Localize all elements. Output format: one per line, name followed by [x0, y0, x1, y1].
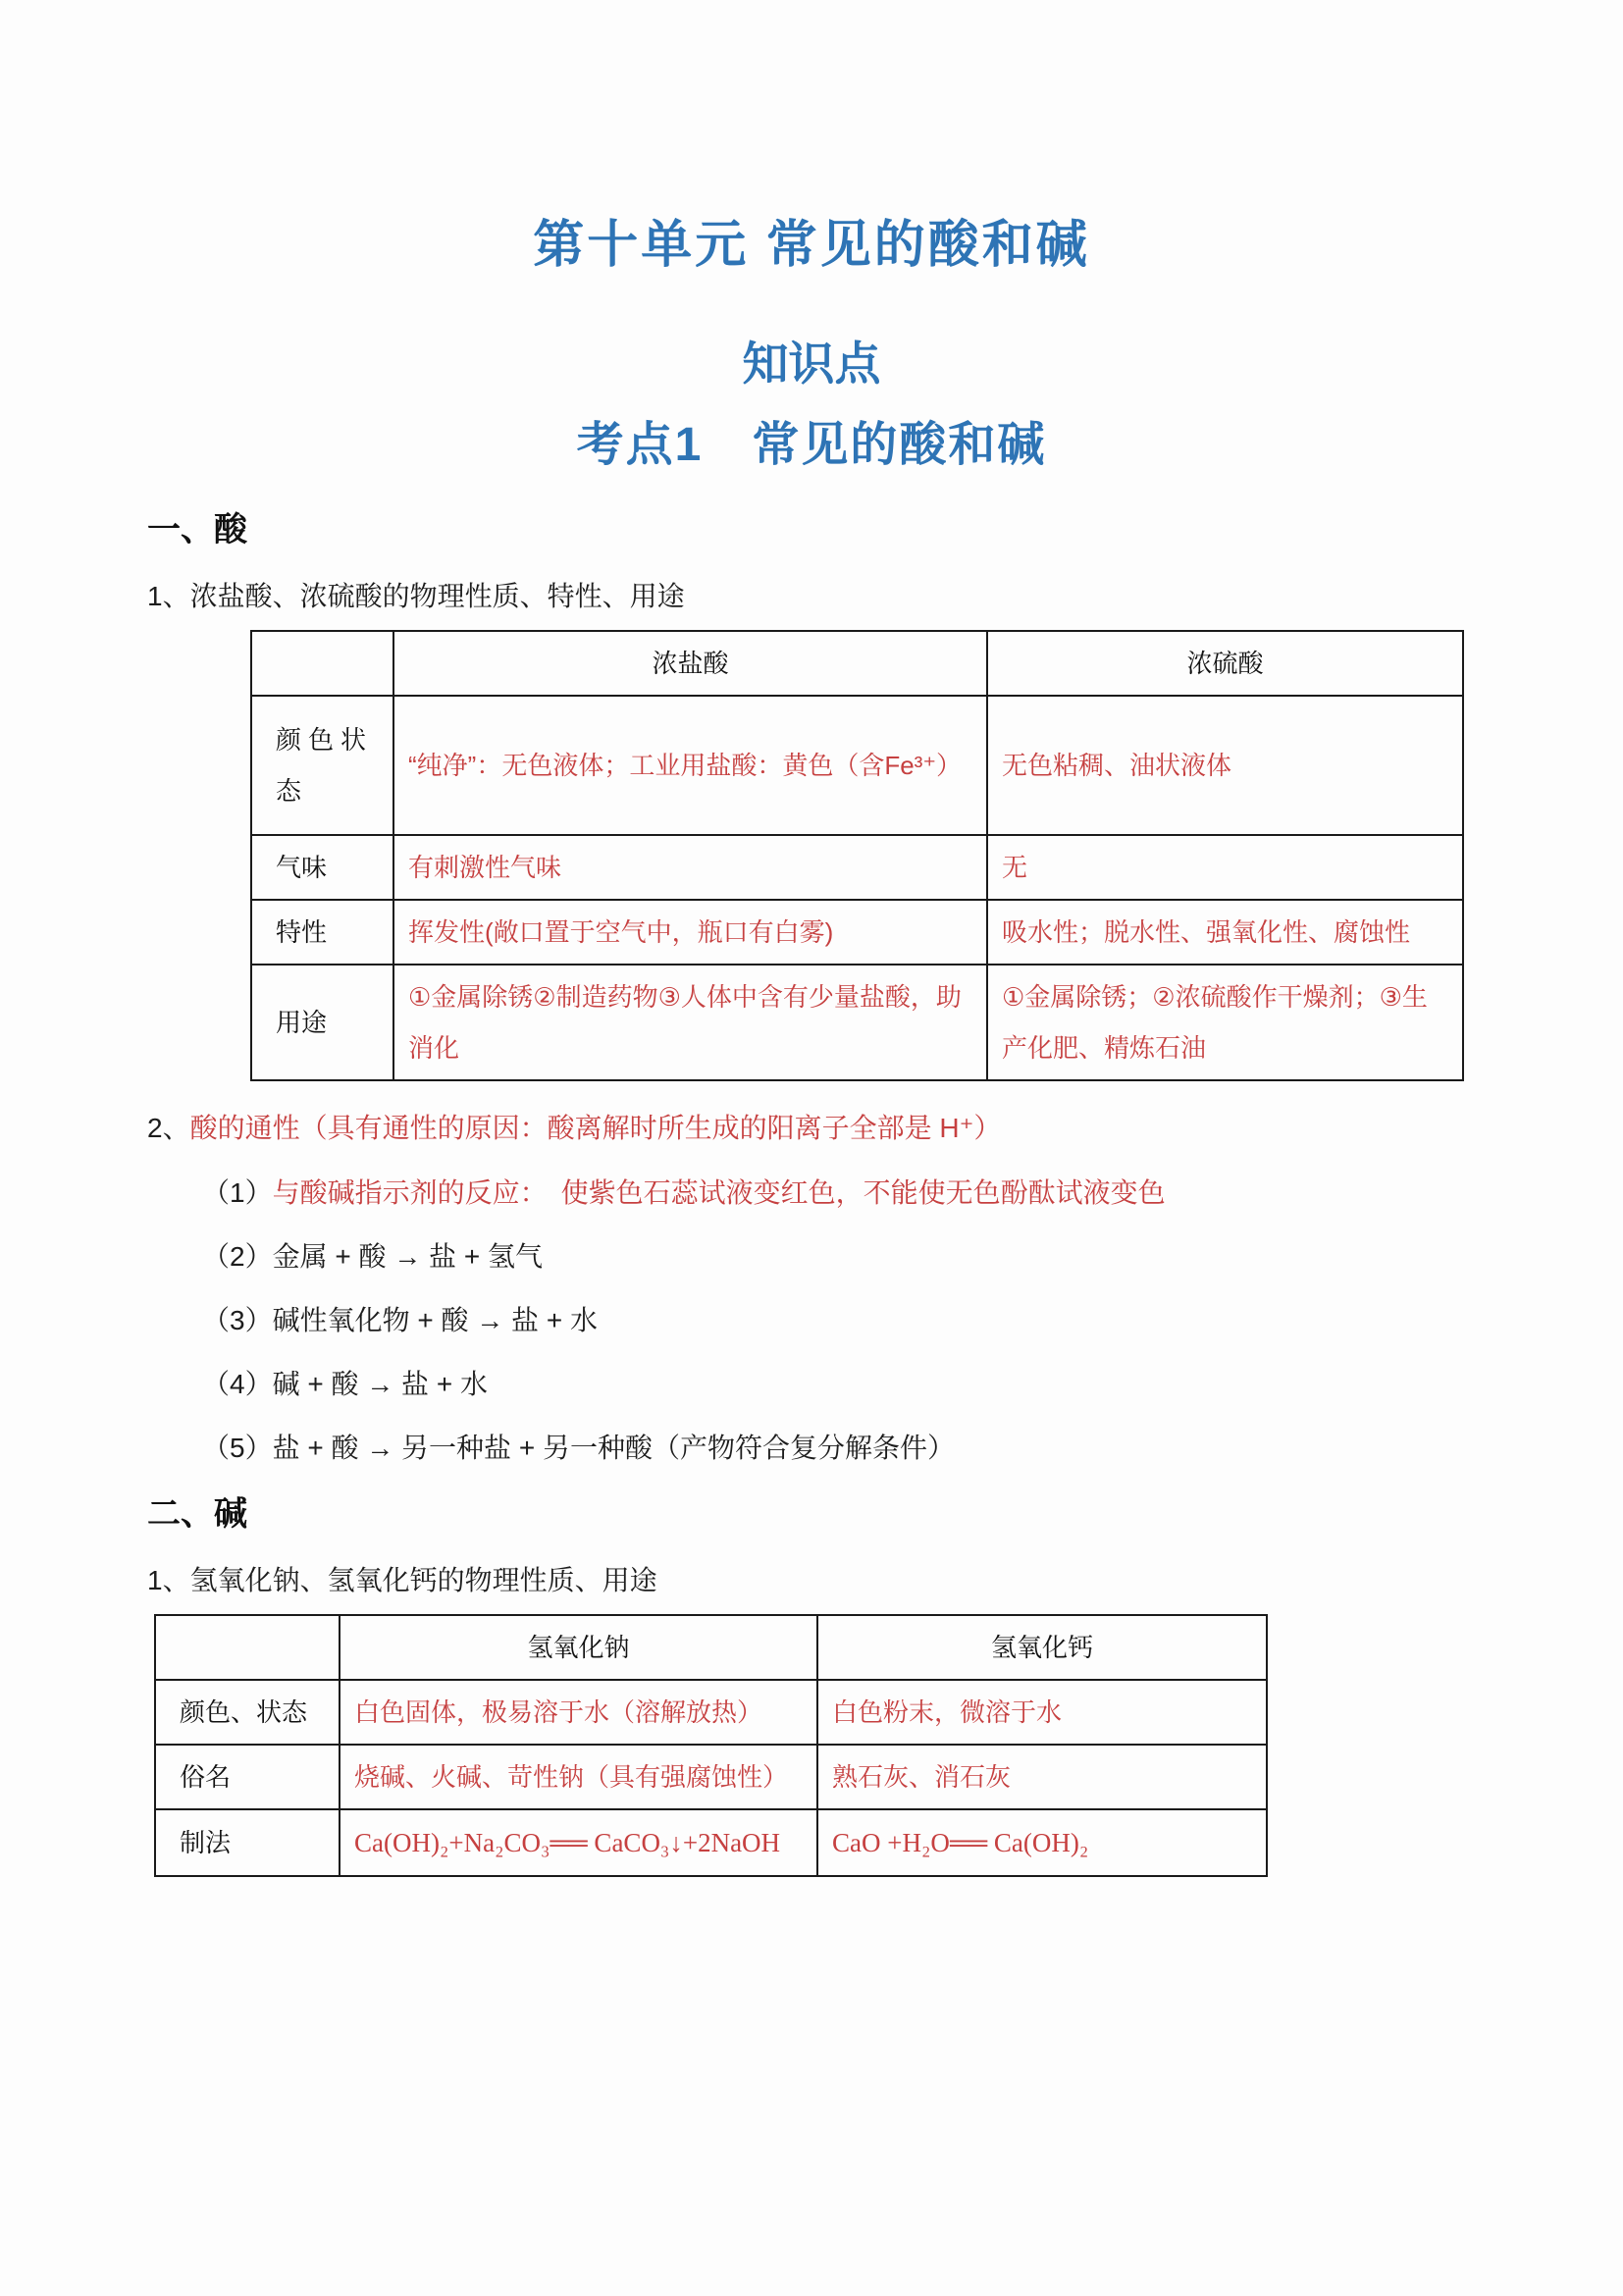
naoh-common-name-cell: 烧碱、火碱、苛性钠（具有强腐蚀性）: [340, 1745, 817, 1809]
row-label: 俗名: [155, 1745, 340, 1809]
column-header-hcl: 浓盐酸: [393, 631, 987, 696]
property-black-text: 金属 + 酸 → 盐 + 氢气: [272, 1241, 543, 1272]
property-number: （4）: [202, 1369, 273, 1399]
table-row-odor: [251, 835, 1463, 900]
table-header-row: [251, 631, 1463, 696]
acid-property-5: [202, 1429, 1476, 1468]
caoh2-common-name-cell: 熟石灰、消石灰: [817, 1745, 1267, 1809]
h2so4-property-cell: 吸水性；脱水性、强氧化性、腐蚀性: [987, 900, 1463, 965]
naoh-color-state-cell: 白色固体，极易溶于水（溶解放热）: [340, 1680, 817, 1745]
table-row-common-name: [155, 1745, 1267, 1809]
base-list-item-1: 1、氢氧化钠、氢氧化钙的物理性质、用途: [147, 1565, 657, 1595]
property-number: （1）: [202, 1177, 273, 1208]
acid-properties-table: [250, 630, 1464, 1081]
row-label: 制法: [155, 1809, 340, 1876]
row-label: 用途: [251, 965, 393, 1080]
table-row-color-state: [251, 696, 1463, 835]
h2so4-odor-cell: 无: [987, 835, 1463, 900]
base-properties-table: [154, 1614, 1268, 1877]
property-number: （5）: [202, 1433, 273, 1463]
acid-common-properties-text: 酸的通性（具有通性的原因：酸离解时所生成的阳离子全部是 H⁺）: [189, 1113, 1002, 1143]
table-row-uses: [251, 965, 1463, 1080]
acid-property-1: [202, 1174, 1476, 1213]
column-header-caoh2: 氢氧化钙: [817, 1615, 1267, 1680]
row-label: 气味: [251, 835, 393, 900]
property-number: （3）: [202, 1305, 273, 1335]
section-heading-acid: 一、酸: [147, 511, 247, 548]
acid-property-2: [202, 1237, 1476, 1277]
acid-property-3: [202, 1301, 1476, 1340]
caoh2-color-state-cell: 白色粉末，微溶于水: [817, 1680, 1267, 1745]
table-row-special-property: [251, 900, 1463, 965]
hcl-odor-cell: 有刺激性气味: [393, 835, 987, 900]
row-label: 颜色状态: [251, 696, 393, 835]
empty-header-cell: [251, 631, 393, 696]
row-label: 颜色、状态: [155, 1680, 340, 1745]
table-header-row: [155, 1615, 1267, 1680]
empty-header-cell: [155, 1615, 340, 1680]
acid-list-item-2: [147, 1109, 1476, 1148]
hcl-uses-cell: ①金属除锈②制造药物③人体中含有少量盐酸，助消化: [393, 965, 987, 1080]
property-black-text: 碱 + 酸 → 盐 + 水: [272, 1369, 488, 1399]
naoh-preparation-equation: Ca(OH)₂+Na₂CO₃══ CaCO₃↓+2NaOH: [340, 1809, 817, 1876]
subtitle-exam-point-1: 考点1 常见的酸和碱: [576, 419, 1047, 471]
caoh2-preparation-equation: CaO +H₂O══ Ca(OH)₂: [817, 1809, 1267, 1876]
subtitle-knowledge-points: 知识点: [742, 338, 881, 390]
acid-property-4: [202, 1365, 1476, 1404]
item-number: 2、: [147, 1113, 190, 1143]
table-row-color-state: [155, 1680, 1267, 1745]
property-number: （2）: [202, 1241, 273, 1272]
section-heading-base: 二、碱: [147, 1495, 247, 1533]
property-black-text: 盐 + 酸 → 另一种盐 + 另一种酸（产物符合复分解条件）: [272, 1433, 955, 1463]
h2so4-uses-cell: ①金属除锈；②浓硫酸作干燥剂；③生产化肥、精炼石油: [987, 965, 1463, 1080]
h2so4-color-state-cell: 无色粘稠、油状液体: [987, 696, 1463, 835]
hcl-property-cell: 挥发性(敞口置于空气中，瓶口有白雾): [393, 900, 987, 965]
page-title: 第十单元 常见的酸和碱: [533, 217, 1090, 274]
acid-list-item-1: 1、浓盐酸、浓硫酸的物理性质、特性、用途: [147, 581, 685, 611]
row-label: 特性: [251, 900, 393, 965]
table-row-preparation: [155, 1809, 1267, 1876]
property-black-text: 碱性氧化物 + 酸 → 盐 + 水: [272, 1305, 598, 1335]
column-header-h2so4: 浓硫酸: [987, 631, 1463, 696]
column-header-naoh: 氢氧化钠: [340, 1615, 817, 1680]
property-red-text: 与酸碱指示剂的反应： 使紫色石蕊试液变红色，不能使无色酚酞试液变色: [272, 1177, 1166, 1208]
hcl-color-state-cell: “纯净”：无色液体；工业用盐酸：黄色（含Fe³⁺）: [393, 696, 987, 835]
